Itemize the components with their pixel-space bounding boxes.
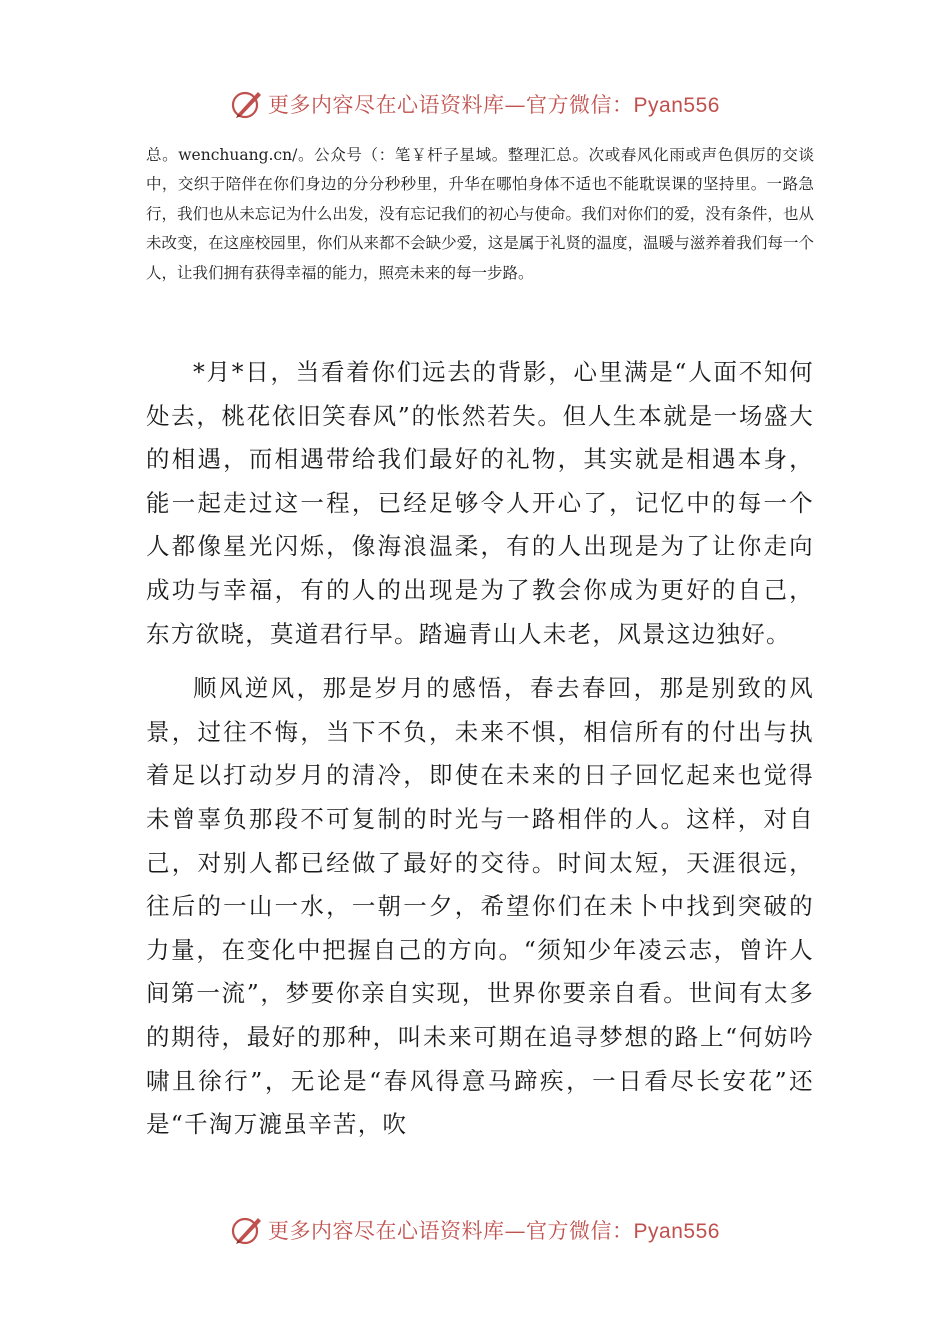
footer-banner xyxy=(0,1210,950,1250)
header-banner xyxy=(0,84,950,124)
body-text xyxy=(146,351,814,1147)
pen-logo-icon xyxy=(230,1213,264,1247)
paragraph-2: 顺风逆风，那是岁月的感悟，春去春回，那是别致的风景，过往不悔，当下不负，未来不惧，相信所有的付出与执着足以打动岁月的清冷，即使在未来的日子回忆起来也觉得未曾辜负那段不可复制的时光与一路相伴的人。这样，对自己，对别人都已经做了最好的交待。时间太短，天涯很远，往后的一山一水，一朝一夕，希望你们在未卜中找到突破的力量，在变化中把握自己的方向。“须知少年凌云志，曾许人间第一流”，梦要你亲自实现，世界你要亲自看。世间有太多的期待，最好的那种，叫未来可期在追寻梦想的路上“何妨吟啸且徐行”，无论是“春风得意马蹄疾，一日看尽长安花”还是“千淘万漉虽辛苦，吹 xyxy=(146,674,814,1139)
banner-text: 更多内容尽在心语资料库—官方微信：Pyan556 xyxy=(268,1219,720,1243)
paragraph-1: *月*日，当看着你们远去的背影，心里满是“人面不知何处去，桃花依旧笑春风”的怅然若失。但人生本就是一场盛大的相遇，而相遇带给我们最好的礼物，其实就是相遇本身，能一起走过这一程，已经足够令人开心了，记忆中的每一个人都像星光闪烁，像海浪温柔，有的人出现是为了让你走向成功与幸福，有的人的出现是为了教会你成为更好的自己，东方欲晓，莫道君行早。踏遍青山人未老，风景这边独好。 xyxy=(146,358,814,648)
continuation-paragraph xyxy=(146,141,814,288)
pen-logo-icon xyxy=(230,87,264,121)
banner-text: 更多内容尽在心语资料库—官方微信：Pyan556 xyxy=(268,93,720,117)
paragraph-0: 总。wenchuang.cn/。公众号（：笔￥杆子星域。整理汇总。次或春风化雨或声色俱厉的交谈中，交织于陪伴在你们身边的分分秒秒里，升华在哪怕身体不适也不能耽误课的坚持里。一路急行，我们也从未忘记为什么出发，没有忘记我们的初心与使命。我们对你们的爱，没有条件，也从未改变，在这座校园里，你们从来都不会缺少爱，这是属于礼贤的温度，温暖与滋养着我们每一个人，让我们拥有获得幸福的能力，照亮未来的每一步路。 xyxy=(146,146,814,282)
